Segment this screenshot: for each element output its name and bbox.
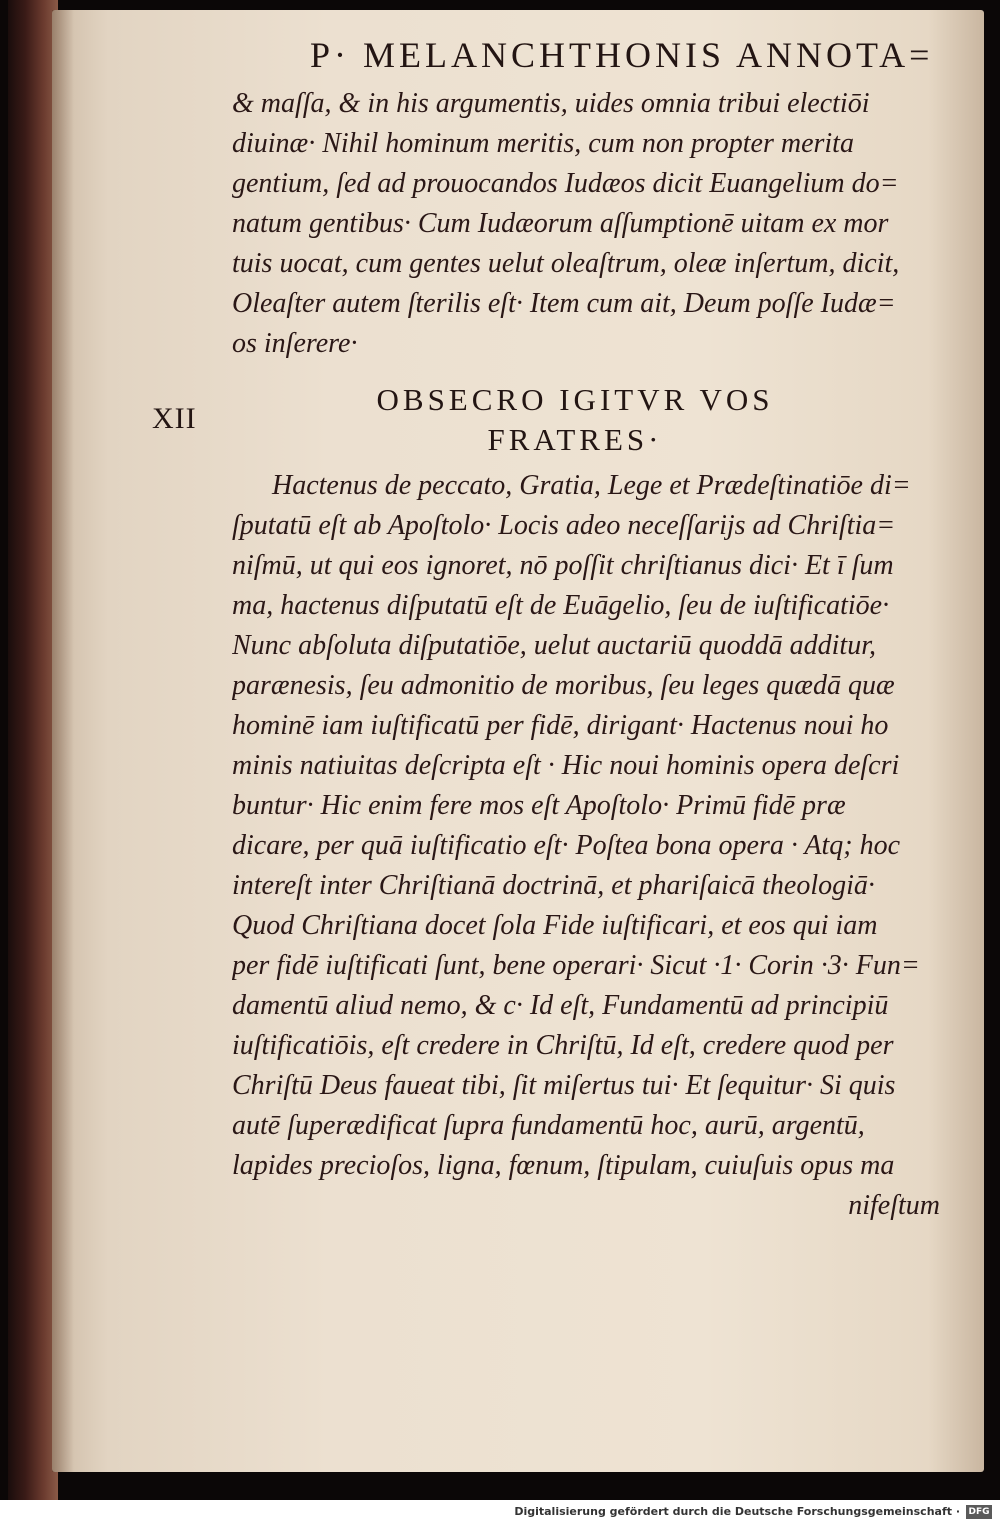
book-binding-edge (8, 0, 58, 1500)
running-head: P· MELANCHTHONIS ANNOTA= (310, 35, 934, 75)
text-line: Quod Chriſtiana docet ſola Fide iuſtificari, et eos qui iam (232, 910, 878, 941)
text-line: ma, hactenus diſputatū eſt de Euāgelio, ſeu de iuſtificatiōe· (232, 590, 890, 621)
text-line: Hactenus de peccato, Gratia, Lege et Prædeſtinatiōe di= (272, 470, 911, 501)
text-block-main (232, 466, 944, 1226)
text-line: Oleaſter autem ſterilis eſt· Item cum ait, Deum poſſe Iudæ= (232, 288, 896, 319)
section-heading-line2: FRATRES· (487, 422, 663, 457)
text-line: iuſtificatiōis, eſt credere in Chriſtū, Id eſt, credere quod per (232, 1030, 894, 1061)
text-block-top (232, 84, 944, 364)
text-line: tuis uocat, cum gentes uelut oleaſtrum, oleæ inſertum, dicit, (232, 248, 900, 279)
text-line: gentium, ſed ad prouocandos Iudæos dicit Euangelium do= (232, 168, 899, 199)
text-line: intereſt inter Chriſtianā doctrinā, et phariſaicā theologiā· (232, 870, 875, 901)
text-line: & maſſa, & in his argumentis, uides omnia tribui electiōi (232, 88, 870, 119)
text-line: parænesis, ſeu admonitio de moribus, ſeu leges quædā quæ (232, 670, 895, 701)
text-line: buntur· Hic enim fere mos eſt Apoſtolo· Primū fidē præ (232, 790, 846, 821)
text-line: Nunc abſoluta diſputatiōe, uelut auctariū quoddā additur, (232, 630, 876, 661)
text-line: per fidē iuſtificati ſunt, bene operari· Sicut ·1· Corin ·3· Fun= (232, 950, 920, 981)
text-line: minis natiuitas deſcripta eſt · Hic noui hominis opera deſcri (232, 750, 900, 781)
text-line: autē ſuperædificat ſupra fundamentū hoc, aurū, argentū, (232, 1110, 865, 1141)
dfg-logo-icon: DFG (966, 1505, 992, 1519)
text-line: hominē iam iuſtificatū per fidē, dirigant· Hactenus noui ho (232, 710, 889, 741)
text-line: lapides precioſos, ligna, fœnum, ſtipulam, cuiuſuis opus ma (232, 1150, 895, 1181)
text-line: diuinæ· Nihil hominum meritis, cum non propter merita (232, 128, 854, 159)
text-line: os inſerere· (232, 328, 358, 359)
text-line: damentū aliud nemo, & c· Id eſt, Fundamentū ad principiū (232, 990, 889, 1021)
footer-bar (0, 1500, 1000, 1524)
funding-credit: Digitalisierung gefördert durch die Deutsche Forschungsgemeinschaft · (514, 1505, 960, 1518)
catchword: nifeſtum (848, 1190, 940, 1221)
text-line: ſputatū eſt ab Apoſtolo· Locis adeo neceſſarijs ad Chriſtia= (232, 510, 896, 541)
text-line: dicare, per quā iuſtificatio eſt· Poſtea bona opera · Atq; hoc (232, 830, 901, 861)
text-line: niſmū, ut qui eos ignoret, nō poſſit chriſtianus dici· Et ī ſum (232, 550, 894, 581)
section-number: XII (152, 402, 197, 435)
text-line: natum gentibus· Cum Iudæorum aſſumptionē uitam ex mor (232, 208, 889, 239)
section-heading-line1: OBSECRO IGITVR VOS (376, 382, 774, 417)
text-line: Chriſtū Deus faueat tibi, ſit miſertus tui· Et ſequitur· Si quis (232, 1070, 896, 1101)
